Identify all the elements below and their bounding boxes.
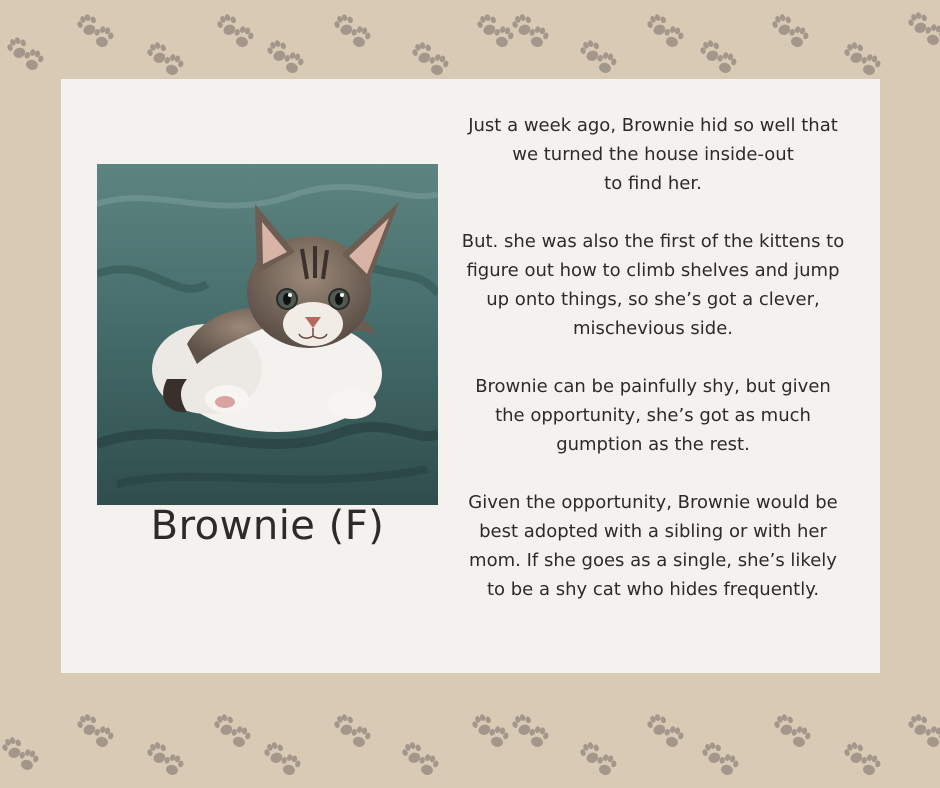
paw-print-icon <box>770 12 810 49</box>
pet-story <box>441 111 865 633</box>
paw-print-icon <box>645 712 685 749</box>
paw-print-icon <box>5 35 45 72</box>
paw-print-icon <box>262 740 302 777</box>
paw-print-icon <box>842 740 882 777</box>
paw-print-icon <box>0 735 40 772</box>
paw-print-icon <box>332 12 372 49</box>
paw-print-icon <box>906 10 940 47</box>
story-paragraph-4: Given the opportunity, Brownie would be best adopted with a sibling or with her mom. If she goes as a single, she’s likely to be a shy cat who hides frequently. <box>468 492 838 600</box>
kitten-photo <box>97 164 438 505</box>
paw-print-icon <box>475 12 515 49</box>
paw-print-icon <box>645 12 685 49</box>
paw-print-icon <box>698 38 738 75</box>
paw-print-icon <box>332 712 372 749</box>
paw-print-icon <box>842 40 882 77</box>
paw-print-icon <box>215 12 255 49</box>
paw-print-icon <box>212 712 252 749</box>
paw-print-icon <box>75 12 115 49</box>
paw-print-icon <box>578 740 618 777</box>
paw-print-icon <box>265 38 305 75</box>
story-paragraph-1: Just a week ago, Brownie hid so well that we turned the house inside-out to find her. <box>468 115 838 194</box>
paw-print-icon <box>700 740 740 777</box>
paw-print-icon <box>145 40 185 77</box>
paw-print-icon <box>510 712 550 749</box>
story-paragraph-2: But. she was also the first of the kittens to figure out how to climb shelves and jump up onto things, so she’s got a clever, mischevious side. <box>461 231 845 339</box>
pet-name: Brownie (F) <box>150 503 385 549</box>
profile-card <box>61 79 880 673</box>
paw-print-icon <box>145 740 185 777</box>
paw-print-icon <box>510 12 550 49</box>
paw-print-icon <box>410 40 450 77</box>
paw-print-icon <box>906 712 940 749</box>
paw-print-icon <box>75 712 115 749</box>
paw-print-icon <box>578 38 618 75</box>
story-paragraph-3: Brownie can be painfully shy, but given the opportunity, she’s got as much gumption as the rest. <box>475 376 831 455</box>
paw-print-icon <box>470 712 510 749</box>
paw-print-icon <box>772 712 812 749</box>
paw-print-icon <box>400 740 440 777</box>
